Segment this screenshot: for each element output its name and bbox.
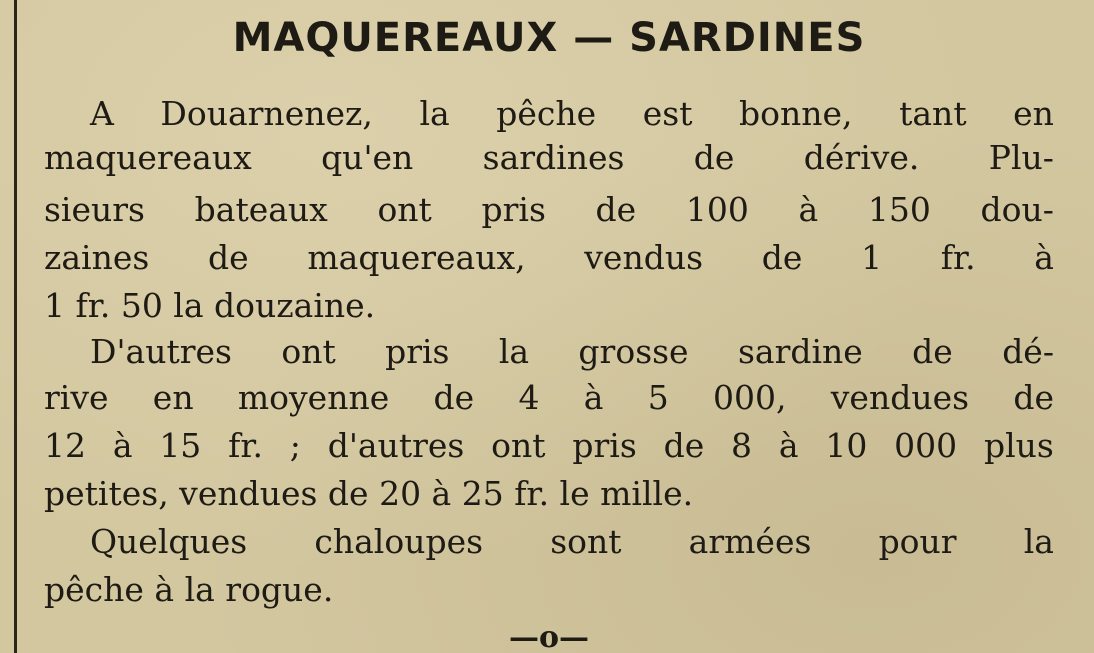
text-line: zaines de maquereaux, vendus de 1 fr. à [44, 238, 1054, 277]
text-line: sieurs bateaux ont pris de 100 à 150 dou- [44, 190, 1054, 229]
text-line: rive en moyenne de 4 à 5 000, vendues de [44, 378, 1054, 417]
text-line: 12 à 15 fr. ; d'autres ont pris de 8 à 10 000 plus [44, 426, 1054, 465]
section-separator: —o— [508, 620, 589, 653]
article-headline: MAQUEREAUX — SARDINES [232, 15, 866, 61]
text-line: Quelques chaloupes sont armées pour la [90, 522, 1054, 561]
column-rule [14, 0, 17, 653]
text-line: pêche à la rogue. [44, 570, 334, 609]
text-line: D'autres ont pris la grosse sardine de dé- [90, 332, 1054, 371]
text-line: maquereaux qu'en sardines de dérive. Plu- [44, 138, 1054, 177]
text-line: A Douarnenez, la pêche est bonne, tant en [90, 94, 1054, 133]
text-line: 1 fr. 50 la douzaine. [44, 286, 376, 325]
text-line: petites, vendues de 20 à 25 fr. le mille. [44, 474, 694, 513]
article [44, 0, 1064, 653]
